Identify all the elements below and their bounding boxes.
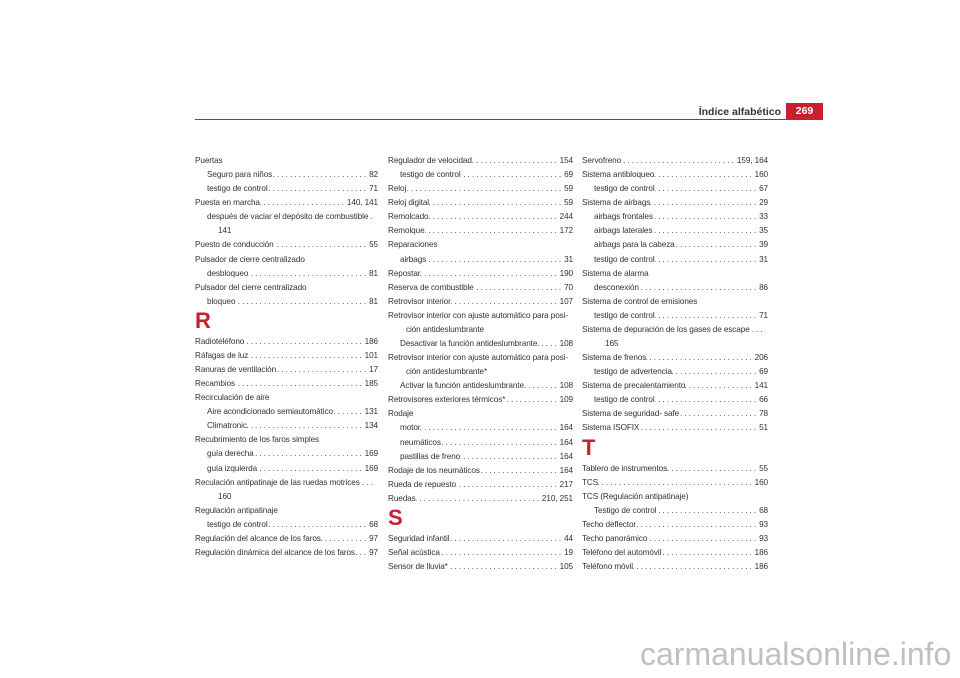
entry-pages: 159, 164 [736,156,768,165]
entry-pages: 101 [364,350,378,360]
index-subentry [195,182,378,196]
leader-dots [451,295,560,309]
index-entry [388,210,573,224]
entry-term: testigo de control [207,184,268,194]
entry-pages: 66 [759,395,768,405]
index-subentry [582,253,768,267]
index-subentry [195,462,378,476]
leader-dots [456,478,560,492]
entry-term: Reserva de combustible [388,282,474,292]
index-entry [195,238,378,252]
leader-dots [276,363,369,377]
entry-term: testigo de control [400,170,461,180]
index-entry [195,476,378,490]
entry-term: Recubrimiento de los faros simples [195,435,320,445]
leader-dots [653,210,759,224]
section-letter-t: T [582,434,596,460]
page-number: 269 [795,105,814,117]
leader-dots [472,154,560,168]
section-letter-s: S [388,504,403,530]
entry-pages: 51 [759,423,768,433]
entry-term-continuation: ción antideslumbrante* [406,367,488,377]
entry-term: después de vaciar el depósito de combustible . [207,212,373,222]
entry-pages: 82 [369,170,378,180]
entry-pages: 141 [754,381,768,391]
leader-dots [429,210,560,224]
entry-term: airbags laterales [594,226,653,236]
leader-dots [505,393,559,407]
entry-term: TCS [582,477,599,487]
entry-term: Repostar [388,268,421,278]
index-entry [582,546,768,560]
leader-dots [647,532,759,546]
entry-term: Pulsador del cierre centralizado [195,282,307,292]
entry-term: testigo de control [594,310,655,320]
index-subentry [195,168,378,182]
entry-pages: 244 [559,212,573,222]
entry-term: Ráfagas de luz [195,350,249,360]
index-entry [582,407,768,421]
entry-term: Climatronic [207,421,247,431]
leader-dots [420,421,559,435]
entry-pages: 134 [364,421,378,431]
index-entry [195,363,378,377]
entry-pages: 55 [369,240,378,250]
watermark: carmanualsonline.info [640,636,952,672]
entry-term: Ranuras de ventilación [195,365,277,375]
index-entry [388,224,573,238]
entry-term: Rueda de repuesto [388,479,456,489]
entry-pages: 93 [759,519,768,529]
entry-term: Sistema de frenos [582,353,647,363]
entry-pages: 217 [559,479,573,489]
entry-pages: 71 [369,184,378,194]
entry-pages: 69 [759,367,768,377]
entry-term: Recambios [195,379,236,389]
index-entry [195,546,378,560]
entry-term: testigo de control [594,395,655,405]
entry-term: TCS (Regulación antipatinaje) [582,491,689,501]
entry-pages-continuation: 160 [218,491,232,501]
index-entry [195,377,378,391]
leader-dots [621,154,737,168]
leader-dots [652,224,759,238]
entry-pages: 186 [754,562,768,572]
entry-term: Techo panorámico [582,533,648,543]
index-entry [388,478,573,492]
entry-term: Sensor de lluvia* [388,562,448,572]
index-subentry [582,309,768,323]
entry-term: Pulsador de cierre centralizado [195,254,305,264]
index-subentry [195,295,378,309]
index-entry [582,518,768,532]
index-entry [195,281,378,295]
index-entry [582,267,768,281]
leader-dots [244,335,364,349]
leader-dots [656,504,759,518]
entry-pages: 105 [559,562,573,572]
entry-term: Sistema de airbags [582,198,651,208]
leader-dots [655,309,760,323]
leader-dots [672,365,759,379]
entry-term: testigo de control [594,254,655,264]
index-entry [388,464,573,478]
entry-term: Regulación dinámica del alcance de los faros [195,548,355,558]
entry-term: Retrovisores exteriores térmicos* [388,395,506,405]
leader-dots [248,349,364,363]
index-subentry [195,518,378,532]
leader-dots [406,182,564,196]
leader-dots [274,238,370,252]
leader-dots [440,546,564,560]
entry-pages: 70 [564,282,573,292]
entry-pages: 169 [364,463,378,473]
entry-pages: 169 [364,449,378,459]
index-subentry [195,267,378,281]
leader-dots [260,196,347,210]
leader-dots [257,462,365,476]
entry-pages: 29 [759,198,768,208]
entry-pages: 190 [559,268,573,278]
index-entry [388,182,573,196]
leader-dots [524,379,560,393]
entry-pages: 86 [759,282,768,292]
entry-term: Sistema de depuración de los gases de escape . . . [582,324,763,334]
entry-pages: 108 [559,381,573,391]
header-rule [195,119,823,120]
entry-term: Retrovisor interior [388,296,451,306]
entry-term: airbags para la cabeza [594,240,675,250]
entry-pages-continuation: 165 [605,339,619,349]
entry-pages: 19 [564,548,573,558]
entry-pages: 210, 251 [541,493,573,503]
entry-pages: 160 [754,170,768,180]
leader-dots [321,532,369,546]
entry-term: testigo de advertencia [594,367,672,377]
leader-dots [268,182,370,196]
entry-term: Retrovisor interior con ajuste automático para posi- [388,310,569,320]
index-entry [388,309,573,323]
leader-dots [461,168,565,182]
entry-term: Rodaje [388,409,414,419]
index-entry [388,154,573,168]
index-entry [195,335,378,349]
leader-dots [639,421,759,435]
entry-term: Regulación del alcance de los faros [195,533,321,543]
index-entry [582,154,768,168]
entry-term: Tablero de instrumentos [582,463,668,473]
index-column-2 [388,154,573,574]
leader-dots [333,405,365,419]
leader-dots [655,393,760,407]
leader-dots [425,224,560,238]
index-entry [582,168,768,182]
entry-pages: 164 [559,423,573,433]
leader-dots [460,450,560,464]
leader-dots [685,379,754,393]
entry-pages: 108 [559,339,573,349]
index-entry [388,196,573,210]
index-entry [582,323,768,337]
entry-term: Sistema ISOFIX [582,423,640,433]
leader-dots [247,419,365,433]
entry-term: testigo de control [594,184,655,194]
entry-pages: 140, 141 [346,198,378,208]
entry-term-continuation: ción antideslumbrante [406,324,485,334]
entry-pages: 93 [759,533,768,543]
entry-pages: 186 [754,548,768,558]
entry-term: Retrovisor interior con ajuste automático para posi- [388,353,569,363]
entry-pages: 31 [759,254,768,264]
entry-term: motor [400,423,421,433]
index-entry [195,433,378,447]
entry-term: Aire acondicionado semiautomático [207,407,333,417]
leader-dots [655,182,760,196]
index-entry [582,476,768,490]
entry-term: desbloqueo [207,268,249,278]
leader-dots [248,267,369,281]
entry-pages: 160 [754,477,768,487]
leader-dots [272,168,369,182]
entry-term: Puesto de conducción [195,240,274,250]
section-title: Índice alfabético [698,106,781,118]
leader-dots [254,447,365,461]
entry-term: Recirculación de aire [195,393,270,403]
entry-pages: 31 [564,254,573,264]
index-entry [388,267,573,281]
entry-pages: 55 [759,463,768,473]
index-entry [388,393,573,407]
entry-term: testigo de control [207,519,268,529]
entry-term: Sistema de seguridad- safe [582,409,680,419]
index-entry [582,560,768,574]
index-subentry [195,210,378,224]
entry-pages: 154 [559,156,573,165]
entry-term: Teléfono móvil [582,562,633,572]
entry-pages: 59 [564,184,573,194]
entry-term: Regulación antipatinaje [195,505,278,515]
leader-dots [268,518,370,532]
entry-pages: 78 [759,409,768,419]
entry-pages: 206 [754,353,768,363]
index-entry [582,379,768,393]
entry-term: Rodaje de los neumáticos [388,465,480,475]
index-subentry [582,365,768,379]
entry-term: pastillas de freno [400,451,461,461]
entry-pages: 35 [759,226,768,236]
index-subentry [388,253,573,267]
entry-pages: 172 [559,226,573,236]
entry-term: Sistema de alarma [582,268,649,278]
index-entry [195,349,378,363]
entry-pages: 81 [369,268,378,278]
entry-term: Reloj [388,184,407,194]
index-column-3 [582,154,768,574]
leader-dots [355,546,369,560]
index-entry [582,196,768,210]
entry-term: Testigo de control [594,505,657,515]
index-entry [388,281,573,295]
index-entry [582,421,768,435]
entry-term: neumáticos [400,437,441,447]
leader-dots [639,281,759,295]
entry-term: Reparaciones [388,240,438,250]
leader-dots [667,462,759,476]
entry-term: bloqueo [207,296,236,306]
entry-term: Sistema de control de emisiones [582,296,698,306]
index-entry [195,391,378,405]
leader-dots [441,436,560,450]
leader-dots [661,546,754,560]
entry-pages: 68 [759,505,768,515]
index-subentry [582,182,768,196]
entry-term: Techo deflector [582,519,637,529]
index-subentry [388,421,573,435]
index-entry [388,351,573,365]
index-column-1 [195,154,378,560]
entry-term: guía izquierda [207,463,258,473]
entry-term: Puesta en marcha [195,198,260,208]
entry-pages: 186 [364,336,378,346]
entry-term: Remolcado [388,212,429,222]
index-subentry [388,379,573,393]
page-number-badge [786,103,823,120]
leader-dots [480,464,560,478]
entry-term: Remolque [388,226,425,236]
index-entry [582,295,768,309]
index-entry [388,295,573,309]
index-entry [195,196,378,210]
entry-pages: 109 [559,395,573,405]
index-subentry [195,447,378,461]
entry-term: Servofreno [582,156,622,165]
entry-term: Señal acústica [388,548,440,558]
leader-dots [654,168,754,182]
entry-term: Regulador de velocidad [388,156,472,165]
leader-dots [474,281,564,295]
entry-term: Reculación antipatinaje de las ruedas motrices . . . [195,477,373,487]
entry-pages: 68 [369,519,378,529]
index-subentry [582,210,768,224]
index-entry [195,504,378,518]
entry-pages: 97 [369,548,378,558]
leader-dots [636,518,759,532]
index-entry [195,532,378,546]
entry-term: Radioteléfono [195,336,245,346]
index-entry [582,462,768,476]
entry-pages: 33 [759,212,768,222]
entry-pages: 97 [369,533,378,543]
index-entry [388,407,573,421]
index-entry [388,560,573,574]
leader-dots [426,253,564,267]
entry-pages: 164 [559,465,573,475]
entry-term: Ruedas [388,493,416,503]
entry-pages: 69 [564,170,573,180]
index-subentry [582,504,768,518]
index-subentry [582,224,768,238]
entry-term: guía derecha [207,449,254,459]
entry-term: Puertas [195,156,223,165]
entry-term: Teléfono del automóvil [582,548,662,558]
index-subentry [388,436,573,450]
entry-pages: 164 [559,451,573,461]
index-entry [388,238,573,252]
leader-dots [537,337,559,351]
leader-dots [235,295,369,309]
entry-pages: 131 [364,407,378,417]
index-entry [388,492,573,506]
entry-pages: 67 [759,184,768,194]
index-entry [195,154,378,168]
entry-pages: 17 [369,365,378,375]
leader-dots [598,476,755,490]
index-entry [388,546,573,560]
entry-term: Sistema antibloqueo [582,170,655,180]
section-letter-r: R [195,307,211,333]
entry-pages: 44 [564,533,573,543]
index-entry [388,532,573,546]
index-entry [582,532,768,546]
leader-dots [655,253,760,267]
entry-term: Seguridad infantil [388,533,450,543]
index-subentry [388,168,573,182]
entry-term: Activar la función antideslumbrante [400,381,524,391]
leader-dots [679,407,759,421]
entry-term: desconexión [594,282,639,292]
leader-dots [449,532,564,546]
entry-pages: 185 [364,379,378,389]
leader-dots [646,351,754,365]
entry-pages: 71 [759,310,768,320]
leader-dots [235,377,365,391]
index-entry [195,253,378,267]
index-subentry [195,405,378,419]
entry-term: Reloj digital [388,198,430,208]
entry-pages-continuation: 141 [218,226,232,236]
entry-term: airbags frontales [594,212,653,222]
leader-dots [448,560,560,574]
index-entry [582,351,768,365]
leader-dots [416,492,542,506]
entry-pages: 164 [559,437,573,447]
index-subentry [195,419,378,433]
entry-pages: 59 [564,198,573,208]
entry-term: Desactivar la función antideslumbrante [400,339,538,349]
leader-dots [675,238,759,252]
index-subentry [388,337,573,351]
entry-pages: 39 [759,240,768,250]
entry-term: Sistema de precalentamiento [582,381,686,391]
index-subentry [388,450,573,464]
leader-dots [429,196,564,210]
entry-term: airbags [400,254,427,264]
entry-term: Seguro para niños [207,170,273,180]
leader-dots [420,267,559,281]
leader-dots [633,560,755,574]
entry-pages: 107 [559,296,573,306]
index-subentry [582,281,768,295]
index-subentry [582,238,768,252]
index-entry [582,490,768,504]
index-subentry [582,393,768,407]
leader-dots [650,196,759,210]
entry-pages: 81 [369,296,378,306]
